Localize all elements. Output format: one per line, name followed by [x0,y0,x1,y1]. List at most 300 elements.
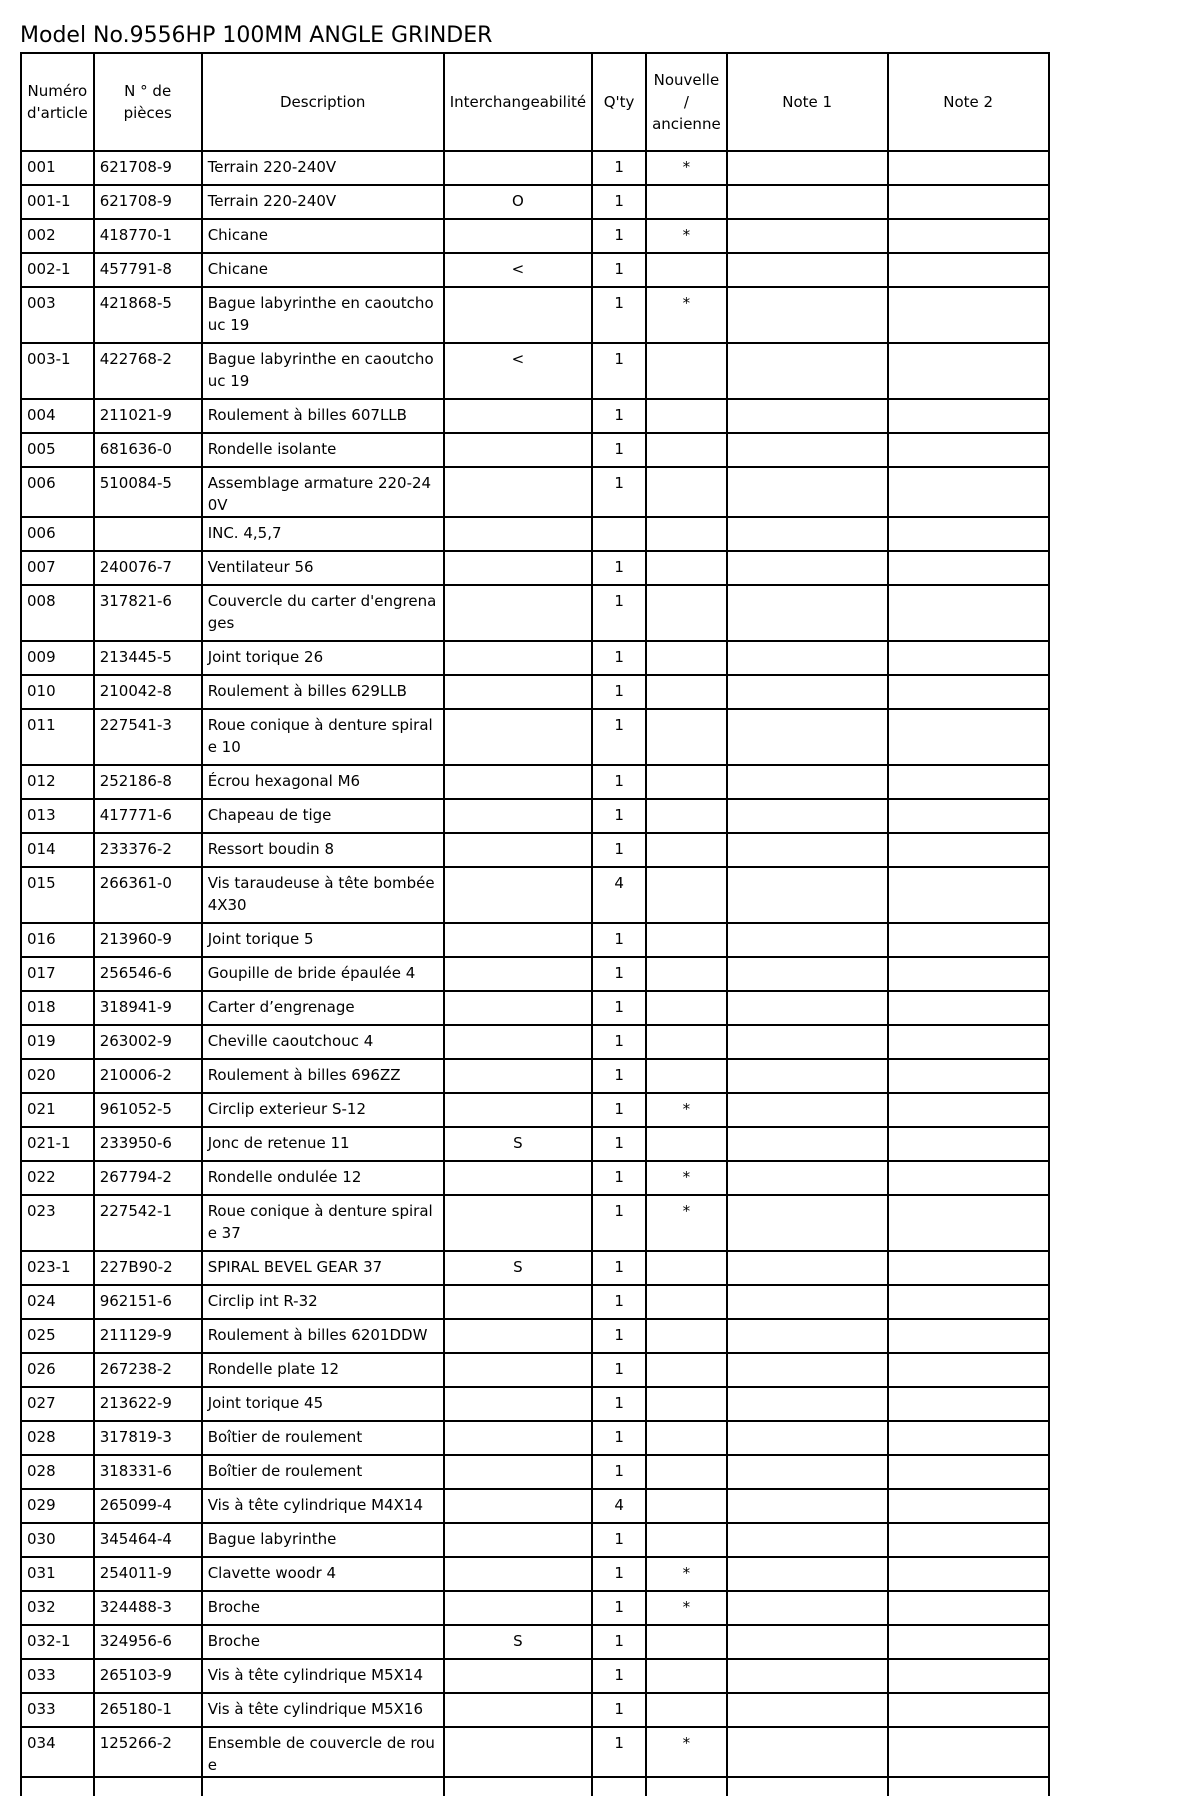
new-old-cell [646,253,727,287]
item-number-cell: 021 [21,1093,94,1127]
part-number-cell: 681636-0 [94,433,202,467]
interchangeability-cell: < [444,343,592,399]
new-old-cell [646,1319,727,1353]
empty-cell [202,1777,444,1796]
new-old-cell: * [646,287,727,343]
quantity-cell: 1 [592,219,646,253]
note-2-cell [888,1727,1049,1777]
interchangeability-cell [444,433,592,467]
item-number-cell: 005 [21,433,94,467]
part-number-cell: 324956-6 [94,1625,202,1659]
note-2-cell [888,1093,1049,1127]
note-2-cell [888,1195,1049,1251]
item-number-cell: 031 [21,1557,94,1591]
item-number-cell: 001 [21,151,94,185]
item-number-cell: 002 [21,219,94,253]
new-old-cell: * [646,151,727,185]
table-row-cut-off [21,1777,1049,1796]
note-2-cell [888,709,1049,765]
part-number-cell: 211129-9 [94,1319,202,1353]
new-old-cell [646,1523,727,1557]
quantity-cell: 1 [592,1127,646,1161]
description-cell: Ventilateur 56 [202,551,444,585]
interchangeability-cell [444,1557,592,1591]
quantity-cell: 1 [592,287,646,343]
description-cell: Ressort boudin 8 [202,833,444,867]
part-number-cell: 266361-0 [94,867,202,923]
item-number-cell: 018 [21,991,94,1025]
item-number-cell: 006 [21,517,94,551]
note-2-cell [888,1421,1049,1455]
part-number-cell: 417771-6 [94,799,202,833]
new-old-cell [646,1693,727,1727]
document-title: Model No.9556HP 100MM ANGLE GRINDER [20,23,493,48]
interchangeability-cell [444,1161,592,1195]
description-cell: Écrou hexagonal M6 [202,765,444,799]
quantity-cell: 1 [592,1625,646,1659]
note-1-cell [727,1353,888,1387]
quantity-cell: 1 [592,1693,646,1727]
interchangeability-cell [444,799,592,833]
quantity-cell: 1 [592,1421,646,1455]
note-1-cell [727,219,888,253]
note-2-cell [888,1161,1049,1195]
note-1-cell [727,675,888,709]
new-old-cell: * [646,219,727,253]
note-2-cell [888,1251,1049,1285]
item-number-cell: 020 [21,1059,94,1093]
quantity-cell: 1 [592,1455,646,1489]
note-1-cell [727,399,888,433]
part-number-cell: 263002-9 [94,1025,202,1059]
part-number-cell: 213445-5 [94,641,202,675]
table-row [21,1727,1049,1777]
part-number-cell [94,517,202,551]
part-number-cell: 418770-1 [94,219,202,253]
new-old-cell [646,1025,727,1059]
new-old-cell: * [646,1093,727,1127]
interchangeability-cell: S [444,1251,592,1285]
description-cell: Boîtier de roulement [202,1455,444,1489]
quantity-cell: 1 [592,151,646,185]
quantity-cell: 1 [592,923,646,957]
header-part-number: N ° de pièces [94,53,202,151]
note-2-cell [888,1285,1049,1319]
quantity-cell: 1 [592,1319,646,1353]
interchangeability-cell [444,1659,592,1693]
header-new-old: Nouvelle / ancienne [646,53,727,151]
note-1-cell [727,833,888,867]
description-cell: Chapeau de tige [202,799,444,833]
note-2-cell [888,957,1049,991]
interchangeability-cell [444,923,592,957]
note-1-cell [727,1319,888,1353]
note-2-cell [888,1127,1049,1161]
quantity-cell: 1 [592,833,646,867]
note-2-cell [888,1557,1049,1591]
description-cell: Jonc de retenue 11 [202,1127,444,1161]
description-cell: Circlip exterieur S-12 [202,1093,444,1127]
table-row [21,1195,1049,1251]
header-quantity: Q'ty [592,53,646,151]
item-number-cell: 029 [21,1489,94,1523]
table-row [21,799,1049,833]
header-note-2: Note 2 [888,53,1049,151]
item-number-cell: 002-1 [21,253,94,287]
note-2-cell [888,467,1049,517]
table-row [21,1421,1049,1455]
empty-cell [94,1777,202,1796]
note-2-cell [888,799,1049,833]
note-2-cell [888,1025,1049,1059]
note-1-cell [727,1693,888,1727]
part-number-cell: 211021-9 [94,399,202,433]
description-cell: Bague labyrinthe [202,1523,444,1557]
new-old-cell [646,467,727,517]
table-row [21,1127,1049,1161]
interchangeability-cell [444,585,592,641]
interchangeability-cell [444,1093,592,1127]
note-1-cell [727,1557,888,1591]
table-row [21,1387,1049,1421]
description-cell: Rondelle plate 12 [202,1353,444,1387]
item-number-cell: 011 [21,709,94,765]
quantity-cell: 1 [592,1195,646,1251]
new-old-cell [646,1251,727,1285]
description-cell: Rondelle isolante [202,433,444,467]
note-2-cell [888,675,1049,709]
parts-body [21,151,1049,1796]
interchangeability-cell [444,1693,592,1727]
part-number-cell: 210042-8 [94,675,202,709]
new-old-cell [646,399,727,433]
description-cell: Goupille de bride épaulée 4 [202,957,444,991]
note-1-cell [727,1727,888,1777]
interchangeability-cell [444,709,592,765]
item-number-cell: 032-1 [21,1625,94,1659]
part-number-cell: 265180-1 [94,1693,202,1727]
note-1-cell [727,1127,888,1161]
description-cell: Terrain 220-240V [202,151,444,185]
table-row [21,1059,1049,1093]
description-cell: INC. 4,5,7 [202,517,444,551]
note-1-cell [727,1059,888,1093]
table-row [21,1353,1049,1387]
part-number-cell: 125266-2 [94,1727,202,1777]
note-2-cell [888,641,1049,675]
part-number-cell: 265103-9 [94,1659,202,1693]
quantity-cell: 1 [592,399,646,433]
description-cell: Carter d’engrenage [202,991,444,1025]
header-note-1: Note 1 [727,53,888,151]
empty-cell [888,1777,1049,1796]
new-old-cell [646,1659,727,1693]
new-old-cell [646,799,727,833]
note-1-cell [727,1285,888,1319]
note-1-cell [727,467,888,517]
description-cell: Chicane [202,219,444,253]
quantity-cell: 1 [592,433,646,467]
table-row [21,1251,1049,1285]
description-cell: Vis à tête cylindrique M5X14 [202,1659,444,1693]
part-number-cell: 265099-4 [94,1489,202,1523]
note-1-cell [727,517,888,551]
item-number-cell: 026 [21,1353,94,1387]
interchangeability-cell [444,1059,592,1093]
new-old-cell [646,1353,727,1387]
part-number-cell: 267238-2 [94,1353,202,1387]
item-number-cell: 019 [21,1025,94,1059]
interchangeability-cell: S [444,1625,592,1659]
table-row [21,1523,1049,1557]
note-1-cell [727,1421,888,1455]
interchangeability-cell [444,1387,592,1421]
quantity-cell: 1 [592,1557,646,1591]
empty-cell [727,1777,888,1796]
description-cell: Cheville caoutchouc 4 [202,1025,444,1059]
part-number-cell: 233950-6 [94,1127,202,1161]
description-cell: Broche [202,1625,444,1659]
new-old-cell [646,991,727,1025]
note-1-cell [727,765,888,799]
quantity-cell: 1 [592,1093,646,1127]
note-2-cell [888,1319,1049,1353]
note-1-cell [727,709,888,765]
description-cell: Assemblage armature 220-240V [202,467,444,517]
item-number-cell: 032 [21,1591,94,1625]
part-number-cell: 213960-9 [94,923,202,957]
new-old-cell [646,1127,727,1161]
interchangeability-cell [444,1353,592,1387]
note-2-cell [888,1625,1049,1659]
table-row [21,709,1049,765]
quantity-cell [592,517,646,551]
interchangeability-cell [444,151,592,185]
quantity-cell: 1 [592,185,646,219]
note-1-cell [727,1195,888,1251]
empty-cell [444,1777,592,1796]
part-number-cell: 227541-3 [94,709,202,765]
note-2-cell [888,517,1049,551]
part-number-cell: 324488-3 [94,1591,202,1625]
note-1-cell [727,957,888,991]
table-row [21,833,1049,867]
table-row [21,151,1049,185]
item-number-cell: 021-1 [21,1127,94,1161]
new-old-cell: * [646,1557,727,1591]
part-number-cell: 422768-2 [94,343,202,399]
part-number-cell: 457791-8 [94,253,202,287]
quantity-cell: 1 [592,1285,646,1319]
table-row [21,433,1049,467]
note-2-cell [888,219,1049,253]
interchangeability-cell [444,867,592,923]
item-number-cell: 003-1 [21,343,94,399]
new-old-cell [646,1059,727,1093]
description-cell: Boîtier de roulement [202,1421,444,1455]
new-old-cell [646,1421,727,1455]
item-number-cell: 023 [21,1195,94,1251]
new-old-cell: * [646,1195,727,1251]
description-cell: Bague labyrinthe en caoutchouc 19 [202,343,444,399]
new-old-cell [646,517,727,551]
new-old-cell [646,709,727,765]
item-number-cell: 008 [21,585,94,641]
table-row [21,1093,1049,1127]
description-cell: Joint torique 45 [202,1387,444,1421]
interchangeability-cell [444,957,592,991]
note-2-cell [888,585,1049,641]
description-cell: Roulement à billes 6201DDW [202,1319,444,1353]
note-1-cell [727,1455,888,1489]
quantity-cell: 1 [592,1251,646,1285]
interchangeability-cell [444,833,592,867]
parts-table [20,52,1050,1796]
note-1-cell [727,1161,888,1195]
new-old-cell [646,433,727,467]
quantity-cell: 1 [592,675,646,709]
quantity-cell: 1 [592,765,646,799]
table-row [21,765,1049,799]
interchangeability-cell [444,287,592,343]
description-cell: Vis à tête cylindrique M5X16 [202,1693,444,1727]
interchangeability-cell [444,1455,592,1489]
note-2-cell [888,1489,1049,1523]
new-old-cell [646,1625,727,1659]
description-cell: Broche [202,1591,444,1625]
quantity-cell: 1 [592,467,646,517]
part-number-cell: 621708-9 [94,185,202,219]
quantity-cell: 1 [592,343,646,399]
item-number-cell: 007 [21,551,94,585]
description-cell: Roue conique à denture spirale 10 [202,709,444,765]
table-row [21,675,1049,709]
new-old-cell [646,923,727,957]
note-2-cell [888,991,1049,1025]
item-number-cell: 004 [21,399,94,433]
note-2-cell [888,867,1049,923]
table-row [21,517,1049,551]
note-1-cell [727,923,888,957]
note-2-cell [888,1387,1049,1421]
item-number-cell: 013 [21,799,94,833]
note-1-cell [727,287,888,343]
quantity-cell: 1 [592,799,646,833]
table-row [21,253,1049,287]
quantity-cell: 1 [592,957,646,991]
description-cell: Roue conique à denture spirale 37 [202,1195,444,1251]
item-number-cell: 014 [21,833,94,867]
item-number-cell: 030 [21,1523,94,1557]
item-number-cell: 001-1 [21,185,94,219]
note-1-cell [727,1025,888,1059]
item-number-cell: 012 [21,765,94,799]
item-number-cell: 024 [21,1285,94,1319]
item-number-cell: 003 [21,287,94,343]
empty-cell [646,1777,727,1796]
new-old-cell [646,1489,727,1523]
table-row [21,399,1049,433]
description-cell: Terrain 220-240V [202,185,444,219]
description-cell: Joint torique 5 [202,923,444,957]
table-row [21,551,1049,585]
interchangeability-cell [444,1591,592,1625]
part-number-cell: 621708-9 [94,151,202,185]
description-cell: Roulement à billes 607LLB [202,399,444,433]
item-number-cell: 025 [21,1319,94,1353]
table-row [21,219,1049,253]
new-old-cell [646,957,727,991]
new-old-cell [646,585,727,641]
note-2-cell [888,433,1049,467]
interchangeability-cell: S [444,1127,592,1161]
description-cell: Ensemble de couvercle de roue [202,1727,444,1777]
note-2-cell [888,923,1049,957]
table-row [21,1455,1049,1489]
interchangeability-cell [444,1195,592,1251]
interchangeability-cell [444,1421,592,1455]
table-row [21,185,1049,219]
note-1-cell [727,1093,888,1127]
quantity-cell: 1 [592,641,646,675]
note-2-cell [888,1455,1049,1489]
note-1-cell [727,799,888,833]
interchangeability-cell [444,991,592,1025]
table-row [21,991,1049,1025]
quantity-cell: 1 [592,1025,646,1059]
quantity-cell: 1 [592,1727,646,1777]
empty-cell [592,1777,646,1796]
table-row [21,641,1049,675]
item-number-cell: 022 [21,1161,94,1195]
note-1-cell [727,551,888,585]
table-row [21,867,1049,923]
table-row [21,1025,1049,1059]
quantity-cell: 1 [592,1591,646,1625]
interchangeability-cell [444,219,592,253]
part-number-cell: 254011-9 [94,1557,202,1591]
description-cell: Clavette woodr 4 [202,1557,444,1591]
part-number-cell: 227542-1 [94,1195,202,1251]
note-1-cell [727,1659,888,1693]
interchangeability-cell: < [444,253,592,287]
note-1-cell [727,1625,888,1659]
new-old-cell [646,1387,727,1421]
header-description: Description [202,53,444,151]
note-2-cell [888,1693,1049,1727]
part-number-cell: 252186-8 [94,765,202,799]
part-number-cell: 510084-5 [94,467,202,517]
interchangeability-cell [444,399,592,433]
item-number-cell: 033 [21,1693,94,1727]
description-cell: Rondelle ondulée 12 [202,1161,444,1195]
table-row [21,1489,1049,1523]
item-number-cell: 010 [21,675,94,709]
table-row [21,1319,1049,1353]
description-cell: Chicane [202,253,444,287]
note-2-cell [888,287,1049,343]
note-1-cell [727,1387,888,1421]
note-1-cell [727,185,888,219]
table-row [21,1591,1049,1625]
item-number-cell: 028 [21,1455,94,1489]
part-number-cell: 317819-3 [94,1421,202,1455]
part-number-cell: 961052-5 [94,1093,202,1127]
description-cell: Vis taraudeuse à tête bombée 4X30 [202,867,444,923]
table-row [21,343,1049,399]
quantity-cell: 1 [592,253,646,287]
interchangeability-cell [444,551,592,585]
